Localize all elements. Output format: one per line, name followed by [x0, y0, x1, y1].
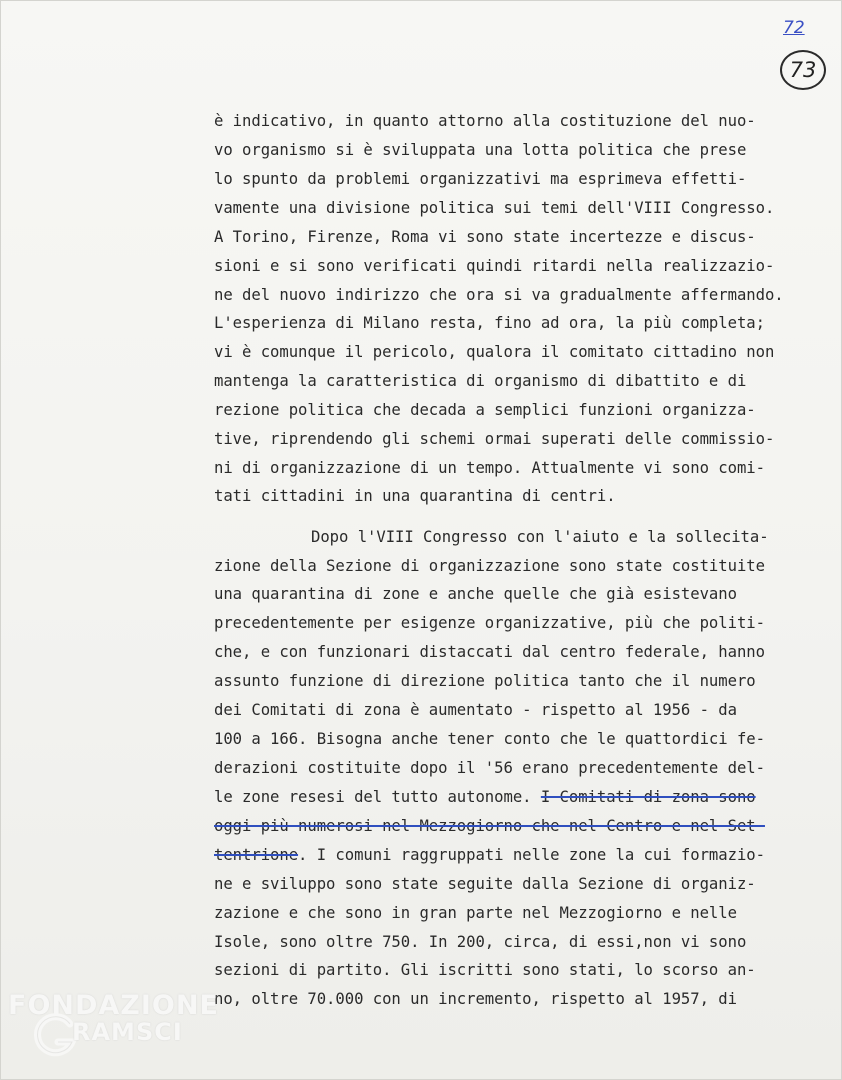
text-line: mantenga la caratteristica di organismo di dibattito e di	[214, 372, 747, 390]
text-line: vo organismo si è sviluppata una lotta politica che prese	[214, 141, 747, 159]
watermark-line1: FONDAZIONE	[8, 990, 219, 1021]
text-line: Isole, sono oltre 750. In 200, circa, di essi,non vi sono	[214, 933, 747, 951]
text-fragment: le zone resesi del tutto autonome.	[214, 788, 541, 806]
text-line: che, e con funzionari distaccati dal centro federale, hanno	[214, 643, 765, 661]
text-line: vamente una divisione politica sui temi dell'VIII Congresso.	[214, 199, 775, 217]
struck-through-text: tentrione	[214, 846, 299, 864]
text-line: tive, riprendendo gli schemi ormai superati delle commissio-	[214, 430, 775, 448]
text-line: dei Comitati di zona è aumentato - rispetto al 1956 - da	[214, 701, 737, 719]
handwritten-page-number: 72	[783, 18, 805, 38]
text-line: una quarantina di zone e anche quelle che già esistevano	[214, 585, 737, 603]
text-line: zazione e che sono in gran parte nel Mezzogiorno e nelle	[214, 904, 737, 922]
text-line: ne del nuovo indirizzo che ora si va gradualmente affermando.	[214, 286, 784, 304]
text-line: assunto funzione di direzione politica tanto che il numero	[214, 672, 756, 690]
text-line: 100 a 166. Bisogna anche tener conto che le quattordici fe-	[214, 730, 765, 748]
text-line: L'esperienza di Milano resta, fino ad ora, la più completa;	[214, 314, 765, 332]
text-line-indented: Dopo l'VIII Congresso con l'aiuto e la sollecita-	[311, 528, 769, 546]
text-line-struck	[214, 816, 765, 836]
text-line: sioni e si sono verificati quindi ritardi nella realizzazio-	[214, 257, 775, 275]
text-line: A Torino, Firenze, Roma vi sono state incertezze e discus-	[214, 228, 756, 246]
struck-through-text: I Comitati di zona sono	[540, 788, 756, 806]
text-line-partially-struck	[214, 787, 756, 807]
text-line: ne e sviluppo sono state seguite dalla Sezione di organiz-	[214, 875, 756, 893]
text-line: rezione politica che decada a semplici funzioni organizza-	[214, 401, 756, 419]
text-fragment: . I comuni raggruppati nelle zone la cui formazio-	[298, 846, 765, 864]
text-line: derazioni costituite dopo il '56 erano precedentemente del-	[214, 759, 765, 777]
text-line: zione della Sezione di organizzazione sono state costituite	[214, 557, 765, 575]
text-line: lo spunto da problemi organizzativi ma esprimeva effetti-	[214, 170, 747, 188]
text-line: sezioni di partito. Gli iscritti sono stati, lo scorso an-	[214, 961, 756, 979]
text-line: tati cittadini in una quarantina di centri.	[214, 487, 616, 505]
text-line: vi è comunque il pericolo, qualora il comitato cittadino non	[214, 343, 775, 361]
text-line: è indicativo, in quanto attorno alla costituzione del nuo-	[214, 112, 756, 130]
text-line-partially-struck	[214, 845, 765, 865]
struck-through-text: oggi più numerosi nel Mezzogiorno che nel Centro e nel Set-	[214, 817, 765, 835]
circled-page-number: 73	[780, 50, 826, 90]
watermark-line2: RAMSCI	[72, 1018, 183, 1046]
text-line: ni di organizzazione di un tempo. Attualmente vi sono comi-	[214, 459, 765, 477]
text-line: precedentemente per esigenze organizzative, più che politi-	[214, 614, 765, 632]
text-line: no, oltre 70.000 con un incremento, rispetto al 1957, di	[214, 990, 737, 1008]
fondazione-gramsci-watermark	[8, 990, 219, 1070]
